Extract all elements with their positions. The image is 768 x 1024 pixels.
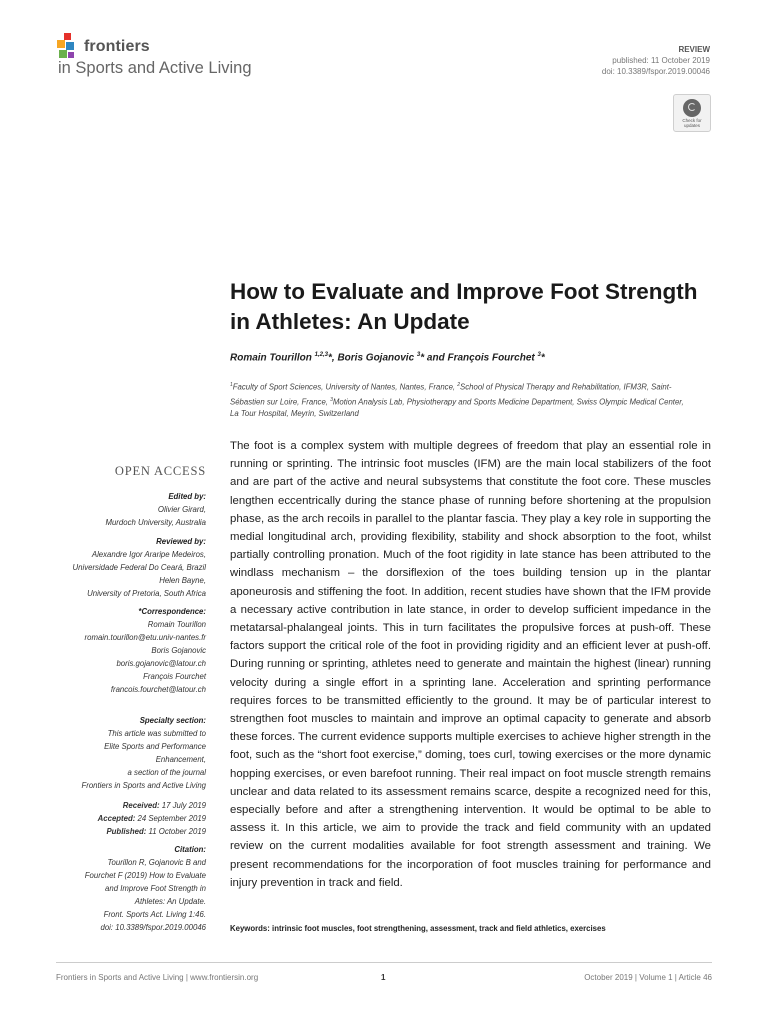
reviewer-line: Alexandre Igor Araripe Medeiros,: [91, 550, 206, 559]
published-date-side: [36, 825, 206, 838]
dates-section: [36, 799, 206, 838]
footer-journal-link[interactable]: Frontiers in Sports and Active Living | www.frontiersin.org: [56, 973, 259, 982]
article-title: How to Evaluate and Improve Foot Strength in Athletes: An Update: [230, 279, 698, 334]
date-label: Published:: [106, 827, 147, 836]
date-value: 17 July 2019: [159, 801, 206, 810]
citation-line: Athletes: An Update.: [134, 897, 206, 906]
author-affiliation-marks: 3: [537, 352, 541, 358]
accepted-date: [36, 812, 206, 825]
footer-issue-info: October 2019 | Volume 1 | Article 46: [584, 973, 712, 982]
citation-doi[interactable]: doi: 10.3389/fspor.2019.00046: [100, 923, 206, 932]
affiliation-text: School of Physical Therapy and Rehabilitation, IFM3R, Saint-Sébastien sur Loire, France,: [230, 382, 672, 407]
footer-divider: [56, 962, 712, 963]
brand-name[interactable]: frontiers: [84, 38, 150, 55]
specialty-line: Enhancement,: [155, 755, 206, 764]
specialty-line: Elite Sports and Performance: [104, 742, 206, 751]
specialty-line: a section of the journal: [127, 768, 206, 777]
author-separator: * and: [420, 352, 448, 364]
author-name[interactable]: François Fourchet: [447, 352, 535, 364]
date-value: 11 October 2019: [146, 827, 206, 836]
reviewer-line: Helen Bayne,: [159, 576, 206, 585]
open-access-label: OPEN ACCESS: [114, 464, 206, 478]
correspondent-name: François Fourchet: [143, 672, 206, 681]
section-heading: *Correspondence:: [138, 607, 206, 616]
date-label: Accepted:: [97, 814, 136, 823]
article-type: REVIEW: [678, 45, 710, 54]
editor-line: Murdoch University, Australia: [105, 518, 206, 527]
section-heading: Edited by:: [168, 492, 206, 501]
affiliation-mark: 2: [457, 382, 461, 388]
specialty-line: This article was submitted to: [107, 729, 206, 738]
section-heading: Reviewed by:: [156, 537, 206, 546]
correspondence-section: [36, 605, 206, 696]
abstract-text: The foot is a complex system with multiple degrees of freedom that play an essential role in running or sprinting. The intrinsic foot muscles (IFM) are the main local stabilizers of the foot and are part of the active and neural subsystems that constitute the foot core. These muscles lengthen eccentrically during the stance phase of running before shortening at the propulsion phase, as the arch recoils in parallel to the plantar fascia. They play a key role in supporting the medial longitudinal arch, providing flexibility, stability and shock absorption to the foot, whilst partially controlling pronation. Much of the foot rigidity in late stance has been attributed to the windlass mechanism – the dorsiflexion of the toes building tension up in the plantar aponeurosis and stiffening the foot. In addition, recent studies have shown that the IFM provide a necessary active contribution in late stance, in order to develop sufficient impedance in the metatarsal-phalangeal joints. This in turn facilitates the propulsive forces at push-off. These factors support the critical role of the foot in providing rigidity and an efficient lever at push-off. During running or sprinting, athletes need to generate and maintain the highest (linear) running velocity during a single effort in a sprinting lane. Acceleration and sprinting performance requires forces to be transmitted efficiently to the ground. It may be of particular interest to strengthen foot muscles to maintain and improve an optimal capacity to generate and absorb these forces. The current evidence supports multiple exercises to achieve higher strength in the foot, such as the “short foot exercise,” doming, toes curl, towing exercises or the more dynamic hopping exercises, or even barefoot running. Their real impact on foot muscle strength remains unclear and data related to its assessment remains scarce, despite a recognized need for this, especially before and after a strengthening intervention. It would be optimal to be able to assess it. In this article, we aim to provide the track and field community with an updated review on the current modalities available for foot strength assessment and training. We present recommendations for the incorporation of foot muscles training for performance and injury prevention in track and field.: [230, 440, 711, 889]
author-separator: *,: [328, 352, 338, 364]
author-list: [230, 352, 545, 363]
reviewed-by-section: [36, 535, 206, 600]
keywords: Keywords: intrinsic foot muscles, foot strengthening, assessment, track and field athletics, exercises: [230, 924, 606, 933]
published-date: published: 11 October 2019: [612, 56, 710, 65]
affiliation-mark: 3: [330, 396, 333, 403]
citation-section: [36, 843, 206, 934]
author-separator: *: [540, 352, 545, 364]
affiliations: [230, 379, 690, 420]
received-date: [36, 799, 206, 812]
edited-by-section: [36, 490, 206, 529]
section-heading: Specialty section:: [139, 716, 206, 725]
reviewer-line: University of Pretoria, South Africa: [87, 589, 206, 598]
correspondent-name: Romain Tourillon: [147, 620, 206, 629]
citation-line: Tourillon R, Gojanovic B and: [107, 858, 206, 867]
citation-line: and Improve Foot Strength in: [105, 884, 206, 893]
check-updates-icon: [683, 99, 701, 117]
citation-line: Front. Sports Act. Living 1:46.: [103, 910, 206, 919]
affiliation-mark: 1: [230, 382, 233, 388]
author-name[interactable]: Boris Gojanovic: [337, 352, 415, 364]
author-affiliation-marks: 3: [416, 352, 421, 358]
author-name[interactable]: Romain Tourillon: [230, 352, 312, 364]
correspondent-email[interactable]: boris.gojanovic@latour.ch: [116, 659, 206, 668]
article-meta: [602, 44, 710, 77]
affiliation-text: Faculty of Sport Sciences, University of Nantes, Nantes, France,: [232, 382, 458, 392]
specialty-line: Frontiers in Sports and Active Living: [81, 781, 206, 790]
reviewer-line: Universidade Federal Do Ceará, Brazil: [72, 563, 206, 572]
correspondent-email[interactable]: romain.tourillon@etu.univ-nantes.fr: [84, 633, 206, 642]
editor-line: Olivier Girard,: [157, 505, 206, 514]
page-number: 1: [381, 973, 386, 982]
check-for-updates-button[interactable]: [673, 94, 711, 132]
check-updates-label: Check for updates: [682, 118, 702, 128]
article-doi[interactable]: doi: 10.3389/fspor.2019.00046: [601, 67, 710, 76]
journal-name[interactable]: in Sports and Active Living: [58, 59, 252, 77]
date-value: 24 September 2019: [135, 814, 206, 823]
section-heading: Citation:: [174, 845, 206, 854]
date-label: Received:: [122, 801, 160, 810]
correspondent-name: Boris Gojanovic: [151, 646, 206, 655]
citation-line: Fourchet F (2019) How to Evaluate: [84, 871, 206, 880]
correspondent-email[interactable]: francois.fourchet@latour.ch: [110, 685, 206, 694]
author-affiliation-marks: 1,2,3: [314, 352, 328, 358]
affiliation-text: Motion Analysis Lab, Physiotherapy and Sports Medicine Department, Swiss Olympic Medical Center, La Tour Hospital, Meyrin, Switzerland: [230, 397, 684, 419]
specialty-section: [36, 714, 206, 792]
